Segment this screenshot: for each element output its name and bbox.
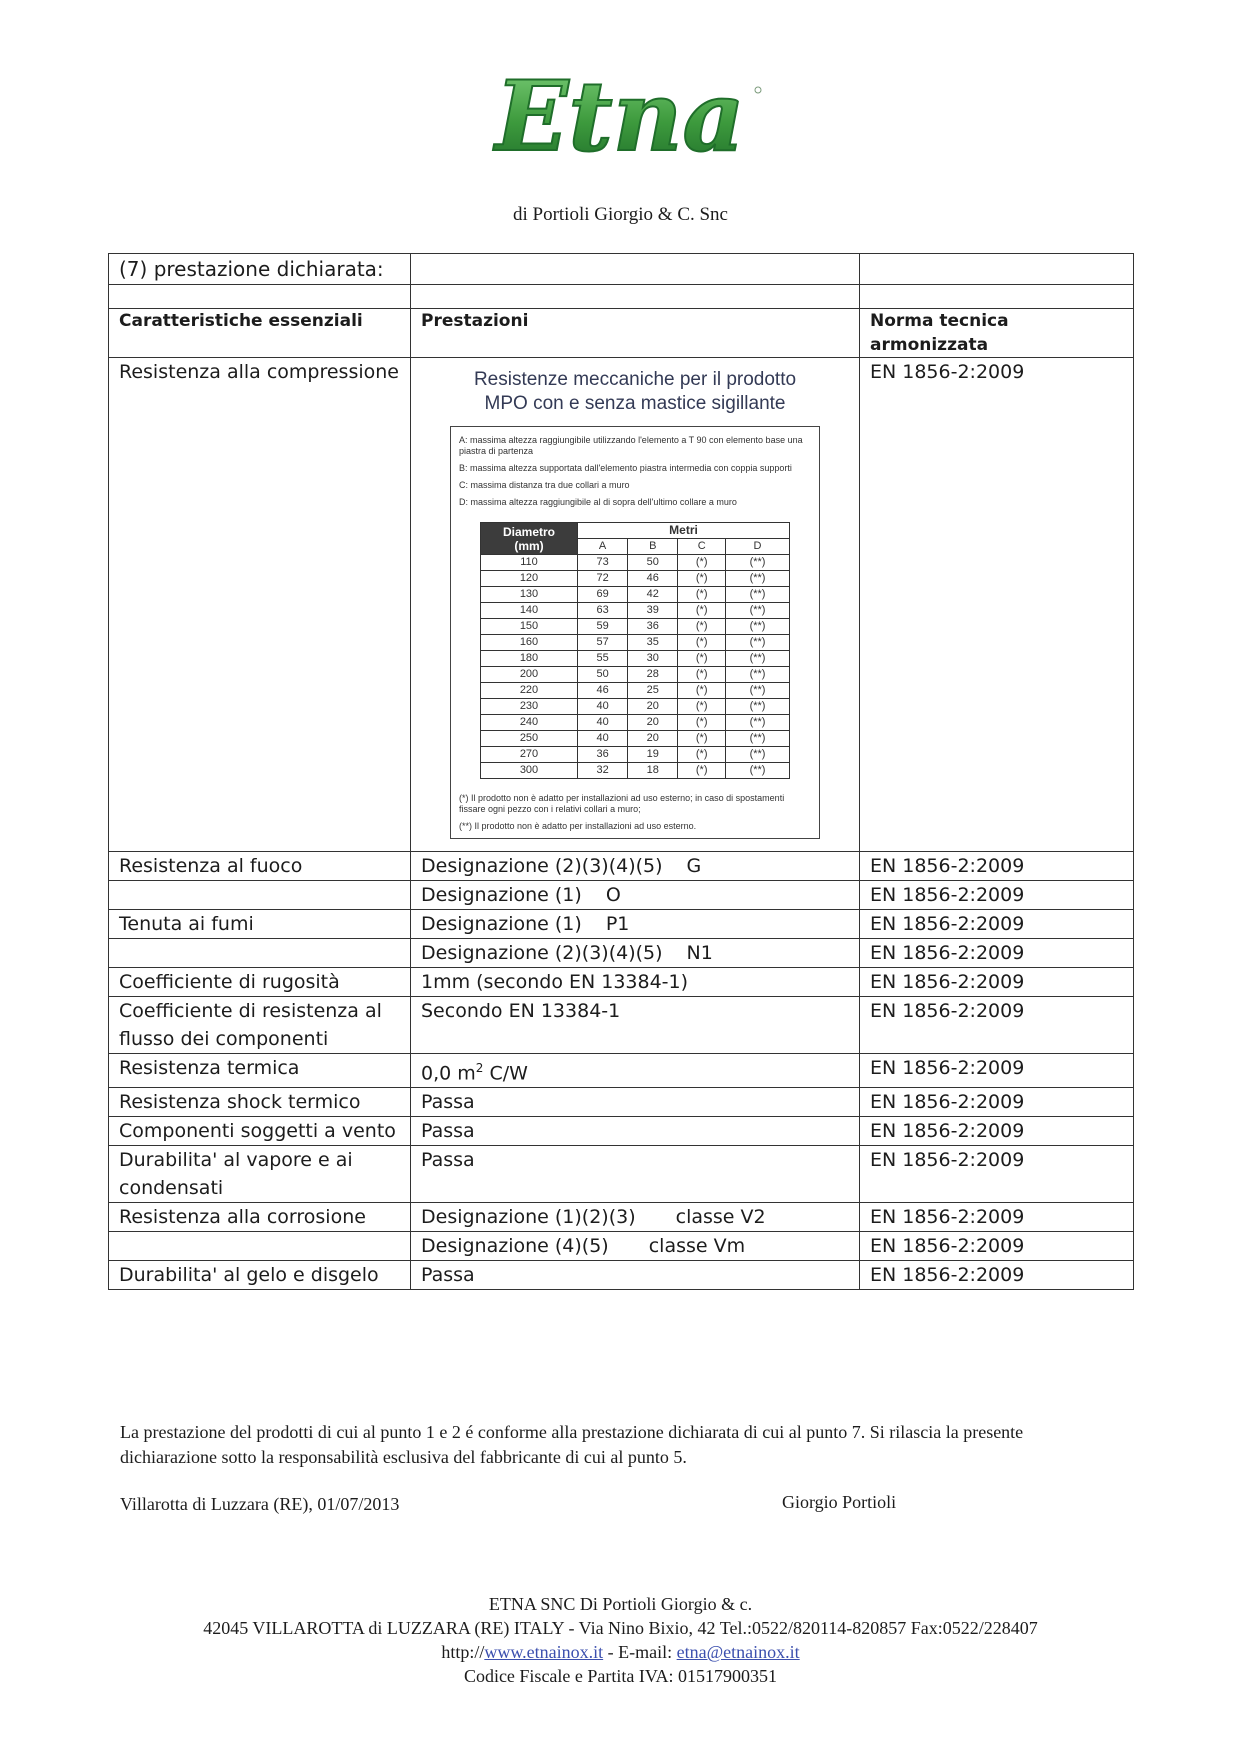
metri-value: 20 [628,731,678,747]
metri-value: 55 [578,651,628,667]
performance-value: Designazione (1) O [411,881,860,910]
performance-value: Passa [411,1088,860,1117]
metri-value: 39 [628,603,678,619]
title-line: Resistenze meccaniche per il prodotto [473,369,797,390]
metri-value: 32 [578,763,628,779]
characteristic-label: Resistenza shock termico [109,1088,411,1117]
metri-value: 40 [578,731,628,747]
email-link[interactable]: etna@etnainox.it [676,1642,800,1662]
logo-wordmark: Etna [495,60,745,173]
metri-value: 40 [578,699,628,715]
diameter-row [481,763,790,779]
metri-value: (**) [726,635,790,651]
column-header-norm: Norma tecnica armonizzata [860,309,1134,358]
metri-value: (*) [678,603,726,619]
metri-value: (**) [726,651,790,667]
registered-mark-icon [755,87,761,93]
diameter-row [481,715,790,731]
characteristic-row [109,1232,1134,1261]
diameter-table [480,522,790,779]
metri-value: (**) [726,763,790,779]
norm-value: EN 1856-2:2009 [860,1088,1134,1117]
norm-value: EN 1856-2:2009 [860,968,1134,997]
metri-value: 50 [628,555,678,571]
diameter-row [481,587,790,603]
diameter-row [481,635,790,651]
metri-value: 20 [628,715,678,731]
diameter-value: 120 [481,571,578,587]
footnote-1: (*) Il prodotto non è adatto per installazioni ad uso esterno; in caso di spostamenti fissare ogni pezzo con i relativi collari a muro; [459,793,785,814]
metri-value: 36 [578,747,628,763]
characteristic-row [109,852,1134,881]
performance-value: Passa [411,1117,860,1146]
characteristic-label: Coefficiente di rugosità [109,968,411,997]
metri-value: 35 [628,635,678,651]
metri-value: (**) [726,699,790,715]
metri-value: 72 [578,571,628,587]
metri-value: (*) [678,619,726,635]
characteristic-row [109,968,1134,997]
metri-value: 73 [578,555,628,571]
performance-value: Passa [411,1261,860,1290]
title-line: MPO con e senza mastice sigillante [484,393,786,414]
norm-value: EN 1856-2:2009 [860,1146,1134,1203]
metri-value: (*) [678,667,726,683]
legend-item: D: massima altezza raggiungibile al di sopra dell'ultimo collare a muro [459,497,737,507]
metri-value: 36 [628,619,678,635]
legend-item: A: massima altezza raggiungibile utilizzando l'elemento a T 90 con elemento base una piastra di partenza [459,435,803,456]
legend-item: B: massima altezza supportata dall'elemento piastra intermedia con coppia supporti [459,463,792,473]
website-link[interactable]: www.etnainox.it [484,1642,604,1662]
performance-table [108,253,1134,1290]
norm-value: EN 1856-2:2009 [860,1203,1134,1232]
performance-value: Secondo EN 13384-1 [411,997,860,1054]
diameter-row [481,667,790,683]
metri-value: (**) [726,571,790,587]
metri-value: 63 [578,603,628,619]
footnote-2: (**) Il prodotto non è adatto per installazioni ad uso esterno. [459,821,697,831]
diameter-row [481,731,790,747]
footer-contacts: http://www.etnainox.it - E-mail: etna@etnainox.it [441,1642,800,1662]
mechanical-resistance-title [450,368,820,416]
diameter-row [481,699,790,715]
diameter-row [481,683,790,699]
metri-value: (*) [678,699,726,715]
characteristic-row [109,1088,1134,1117]
metri-value: 28 [628,667,678,683]
metri-value: 50 [578,667,628,683]
characteristic-row [109,1261,1134,1290]
norm-value: EN 1856-2:2009 [860,1232,1134,1261]
characteristic-label: Resistenza al fuoco [109,852,411,881]
performance-value: Passa [411,1146,860,1203]
metri-value: 25 [628,683,678,699]
characteristic-row [109,1203,1134,1232]
performance-value: 0,0 $m^2$ C/W [411,1054,860,1088]
compression-performance-cell [411,358,860,852]
performance-value: 1mm (secondo EN 13384-1) [411,968,860,997]
col-header-c: C [678,539,726,555]
metri-value: 40 [578,715,628,731]
mechanical-resistance-box [450,426,820,839]
metri-value: (**) [726,587,790,603]
performance-value: Designazione (2)(3)(4)(5) N1 [411,939,860,968]
footer-company: ETNA SNC Di Portioli Giorgio & c. [488,1594,753,1614]
metri-value: (*) [678,651,726,667]
metri-value: (*) [678,747,726,763]
diameter-value: 220 [481,683,578,699]
metri-value: (**) [726,747,790,763]
performance-value: Designazione (4)(5) classe Vm [411,1232,860,1261]
column-header-performance: Prestazioni [411,309,860,358]
place-date: Villarotta di Luzzara (RE), 01/07/2013 [120,1494,400,1514]
diameter-value: 110 [481,555,578,571]
norm-value: EN 1856-2:2009 [860,1054,1134,1088]
metri-value: (*) [678,763,726,779]
metri-value: 30 [628,651,678,667]
norm-value: EN 1856-2:2009 [860,1261,1134,1290]
characteristic-label [109,1232,411,1261]
metri-value: 59 [578,619,628,635]
empty-cell [860,254,1134,285]
company-subtitle: di Portioli Giorgio & C. Snc [512,204,728,225]
metri-value: (**) [726,667,790,683]
metri-value: (*) [678,683,726,699]
characteristic-label: Durabilita' al gelo e disgelo [109,1261,411,1290]
characteristics-rows [109,852,1134,1290]
declared-performance-row [109,254,1134,285]
diameter-value: 180 [481,651,578,667]
norm-value: EN 1856-2:2009 [860,910,1134,939]
diameter-value: 230 [481,699,578,715]
diameter-value: 270 [481,747,578,763]
characteristic-label: Coefficiente di resistenza al flusso dei componenti [109,997,411,1054]
metri-value: (*) [678,731,726,747]
diameter-row [481,603,790,619]
column-header-characteristics: Caratteristiche essenziali [109,309,411,358]
metri-value: (**) [726,731,790,747]
diameter-value: 250 [481,731,578,747]
characteristic-label: Tenuta ai fumi [109,910,411,939]
mechanical-resistance-block [450,368,820,839]
metri-value: (**) [726,603,790,619]
metri-value: (**) [726,683,790,699]
conformity-note: La prestazione del prodotti di cui al punto 1 e 2 é conforme alla prestazione dichiarata di cui al punto 7. Si rilascia la presente dichiarazione sotto la responsabilità esclusiva del fabbricante di cui al punto 5. [120,1422,1024,1467]
norm-value: EN 1856-2:2009 [860,881,1134,910]
diameter-value: 300 [481,763,578,779]
etna-logo [470,58,770,178]
legend-item: C: massima distanza tra due collari a muro [459,480,630,490]
characteristic-label: Resistenza alla corrosione [109,1203,411,1232]
characteristic-row [109,1146,1134,1203]
diameter-row [481,747,790,763]
characteristic-label [109,939,411,968]
metri-header: Metri [578,523,790,539]
norm-value: EN 1856-2:2009 [860,939,1134,968]
characteristic-label: Durabilita' al vapore e ai condensati [109,1146,411,1203]
metri-value: (*) [678,715,726,731]
diameter-row [481,571,790,587]
characteristic-row [109,1117,1134,1146]
spacer-row [109,285,1134,309]
characteristic-row [109,1054,1134,1088]
metri-value: 46 [578,683,628,699]
characteristic-row [109,910,1134,939]
footer-tax-code: Codice Fiscale e Partita IVA: 01517900351 [463,1666,778,1686]
metri-value: 57 [578,635,628,651]
diameter-row [481,619,790,635]
norm-value: EN 1856-2:2009 [860,852,1134,881]
diameter-value: 130 [481,587,578,603]
diameter-value: 200 [481,667,578,683]
metri-value: 69 [578,587,628,603]
footnotes [459,793,811,832]
metri-value: 46 [628,571,678,587]
metri-value: 19 [628,747,678,763]
empty-cell [411,254,860,285]
norm-value: EN 1856-2:2009 [860,358,1134,852]
col-header-a: A [578,539,628,555]
diameter-value: 240 [481,715,578,731]
metri-value: (*) [678,635,726,651]
characteristic-row [109,939,1134,968]
norm-value: EN 1856-2:2009 [860,1117,1134,1146]
col-header-b: B [628,539,678,555]
declared-performance-label: (7) prestazione dichiarata: [109,254,411,285]
performance-value: Designazione (1) P1 [411,910,860,939]
diameter-row [481,555,790,571]
metri-value: (*) [678,555,726,571]
metri-value: (**) [726,555,790,571]
metri-value: 42 [628,587,678,603]
diameter-header: Diametro (mm) [481,523,578,555]
characteristic-label: Componenti soggetti a vento [109,1117,411,1146]
metri-value: 18 [628,763,678,779]
metri-value: (*) [678,587,726,603]
company-footer [0,1592,1241,1688]
metri-value: (*) [678,571,726,587]
metri-value: (**) [726,715,790,731]
characteristic-label: Resistenza termica [109,1054,411,1088]
diameter-value: 140 [481,603,578,619]
column-header-row [109,309,1134,358]
diameter-row [481,651,790,667]
compression-row [109,358,1134,852]
characteristic-row [109,997,1134,1054]
characteristic-label: Resistenza alla compressione [109,358,411,852]
col-header-d: D [726,539,790,555]
characteristic-row [109,881,1134,910]
signer-name: Giorgio Portioli [782,1492,897,1512]
metri-value: 20 [628,699,678,715]
performance-value: Designazione (2)(3)(4)(5) G [411,852,860,881]
metri-value: (**) [726,619,790,635]
footer-address: 42045 VILLAROTTA di LUZZARA (RE) ITALY - Via Nino Bixio, 42 Tel.:0522/820114-820857 Fax:0522/228407 [203,1618,1038,1638]
diameter-table-body [481,555,790,779]
characteristic-label [109,881,411,910]
diameter-value: 150 [481,619,578,635]
performance-value: Designazione (1)(2)(3) classe V2 [411,1203,860,1232]
diameter-value: 160 [481,635,578,651]
norm-value: EN 1856-2:2009 [860,997,1134,1054]
